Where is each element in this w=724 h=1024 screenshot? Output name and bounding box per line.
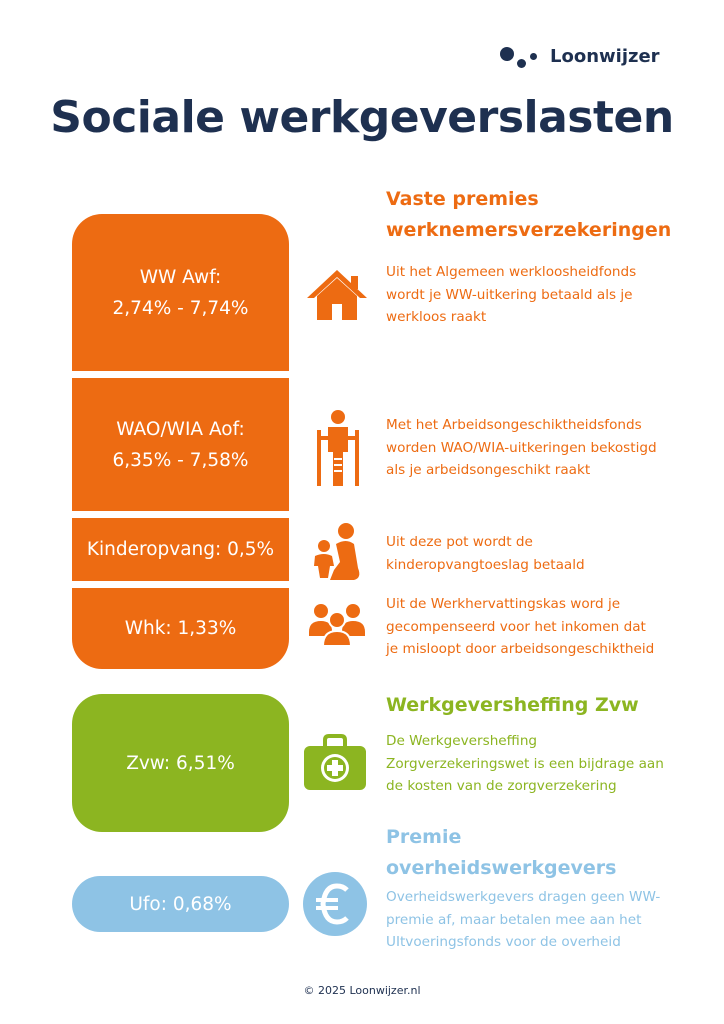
ufo-desc-line: Overheidswerkgevers dragen geen WW- — [386, 889, 661, 905]
ww-description — [386, 261, 636, 329]
overheid-heading-line2: overheidswerkgevers — [386, 857, 617, 879]
whk-desc-line: Uit de Werkhervattingskas word je — [386, 596, 621, 612]
house-icon — [306, 268, 368, 322]
whk-desc-line: je misloopt door arbeidsongeschiktheid — [386, 641, 655, 657]
overheid-heading-line1: Premie — [386, 826, 462, 848]
ufo-desc-line: UItvoeringsfonds voor de overheid — [386, 934, 621, 950]
group-icon — [307, 602, 367, 646]
ufo-label: Ufo: 0,68% — [129, 893, 232, 915]
page-title: Sociale werkgeverslasten — [50, 92, 674, 143]
brand-name: Loonwijzer — [550, 46, 660, 67]
brand-logo — [500, 44, 660, 74]
whk-desc-line: gecompenseerd voor het inkomen dat — [386, 618, 646, 635]
ww-awf-range: 2,74% - 7,74% — [112, 297, 249, 319]
ufo-desc-line: premie af, maar betalen mee aan het — [386, 911, 642, 928]
kinderopvang-box — [72, 518, 289, 581]
ww-desc-line: Uit het Algemeen werkloosheidfonds — [386, 264, 637, 280]
kinder-desc-line: kinderopvangtoeslag betaald — [386, 556, 585, 573]
wao-wia-box — [72, 378, 289, 511]
wao-desc-line: worden WAO/WIA-uitkeringen bekostigd — [386, 439, 657, 456]
whk-box — [72, 588, 289, 669]
ufo-description — [386, 886, 660, 954]
zvw-desc-line: de kosten van de zorgverzekering — [386, 778, 617, 794]
euro-icon — [303, 872, 367, 936]
kinderopvang-description — [386, 531, 585, 576]
parent-child-icon — [310, 522, 364, 582]
vaste-heading-line1: Vaste premies — [386, 188, 539, 210]
ufo-box — [72, 876, 289, 932]
kinderopvang-label: Kinderopvang: 0,5% — [86, 539, 275, 560]
footer-copyright: © 2025 Loonwijzer.nl — [303, 984, 421, 997]
ww-desc-line: werkloos raakt — [386, 309, 487, 325]
wao-desc-line: Met het Arbeidsongeschiktheidsfonds — [386, 417, 642, 433]
wao-desc-line: als je arbeidsongeschikt raakt — [386, 462, 591, 478]
ww-awf-box — [72, 214, 289, 371]
vaste-heading-line2: werknemersverzekeringen — [386, 219, 672, 241]
wao-wia-label: WAO/WIA Aof: — [116, 418, 245, 440]
zvw-label: Zvw: 6,51% — [126, 752, 235, 774]
whk-description — [386, 593, 654, 661]
zvw-desc-line: Zorgverzekeringswet is een bijdrage aan — [386, 755, 664, 772]
zvw-description — [386, 730, 664, 798]
kinder-desc-line: Uit deze pot wordt de — [386, 534, 533, 550]
overheid-heading — [386, 822, 616, 884]
zvw-heading: Werkgeversheffing Zvw — [386, 694, 639, 716]
wao-description — [386, 414, 657, 482]
vaste-premies-heading — [386, 184, 671, 246]
ww-desc-line: wordt je WW-uitkering betaald als je — [386, 286, 633, 303]
zvw-box — [72, 694, 289, 832]
wao-wia-range: 6,35% - 7,58% — [112, 449, 249, 471]
ww-awf-label: WW Awf: — [139, 266, 222, 288]
first-aid-kit-icon — [303, 734, 367, 792]
whk-label: Whk: 1,33% — [124, 618, 237, 639]
crutches-person-icon — [314, 408, 362, 488]
zvw-desc-line: De Werkgeversheffing — [386, 733, 538, 749]
